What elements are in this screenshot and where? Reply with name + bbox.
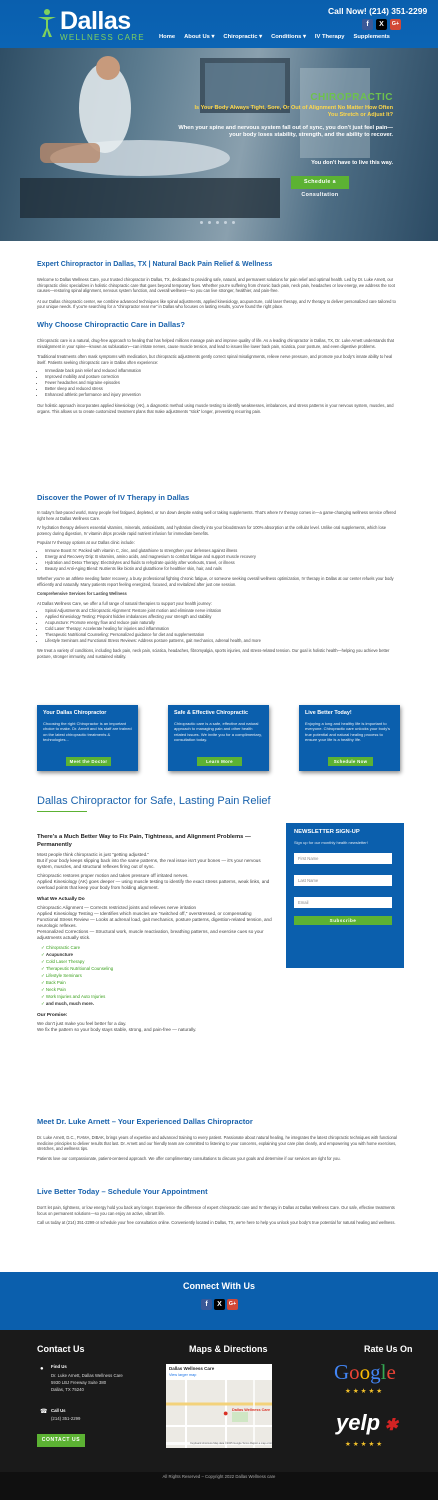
why-paragraph: Our holistic approach incorporates applied kinesiology (AK), a diagnostic method using muscle testing to identify weaknesses, imbalances, and stress patterns in your nervous system, muscles, and organs. This allows us to create customized treatment plans that make adjustments "stick" longer, preventing recurring pain.: [37, 403, 394, 414]
nav-chiropractic[interactable]: Chiropractic ▾: [223, 34, 263, 40]
pain-subheading: There's a Much Better Way to Fix Pain, Tightness, and Alignment Problems — Permanently: [37, 834, 251, 848]
benefits-list: [45, 368, 401, 398]
check-icon: ✓: [41, 980, 46, 985]
iv-paragraph: IV hydration therapy delivers essential vitamins, minerals, antioxidants, and hydration directly into your bloodstream for 100% absorption at the cellular level. Unlike oral supplements, which lose potency during digestion, IV vitamin drips provide rapid nutrient infusion for immediate benefits.: [37, 525, 387, 536]
slider-dot[interactable]: [208, 221, 211, 224]
feature-box-live-better: [299, 705, 400, 771]
view-larger-map-link[interactable]: View larger map: [169, 1373, 197, 1377]
intro-paragraph: At our Dallas chiropractic center, we combine advanced techniques like spinal adjustments, applied kinesiology, acupuncture, cold laser therapy, and IV therapy to deliver personalized care tailored to your unique needs. If you're searching for a "chiropractor near me" in Dallas who focuses on lasting results, you've found the right place.: [37, 298, 396, 310]
services-checklist: [41, 944, 277, 1007]
slider-dot[interactable]: [216, 221, 219, 224]
promise-text: We fix the pattern so your body stays stable, strong, and pain-free — naturally.: [37, 1027, 197, 1032]
checklist-item[interactable]: ✓ Chiropractic Care: [41, 945, 81, 950]
meet-paragraph: Dr. Luke Arnett, D.C., FIAMA, DIBAK, brings years of expertise and advanced training to every patient. Passionate about natural healing, he integrates the latest chiropractic techniques with functional medicine principles to deliver results that last. Dr. Arnett and our friendly team are committed to listening to your concerns, explaining your care plan clearly, and empowering you with home exercises, stretches, and wellness tips.: [37, 1135, 397, 1152]
facebook-icon[interactable]: f: [201, 1299, 212, 1310]
list-item: • Immediate back pain relief and reduced inflammation: [45, 368, 401, 374]
x-twitter-icon[interactable]: X: [214, 1299, 225, 1310]
newsletter-signup: [286, 823, 404, 968]
list-item: • Fewer headaches and migraine episodes: [45, 380, 401, 386]
list-item: • Applied Kinesiology Testing: Pinpoint hidden imbalances affecting your strength and stability: [45, 614, 401, 620]
list-item: • Hydration and Detox Therapy: Electrolytes and fluids to rehydrate quickly after workouts, travel, or illness: [45, 560, 401, 566]
nav-supplements[interactable]: Supplements: [353, 34, 390, 40]
map-credit: Keyboard shortcuts Map data ©2025 Google Terms Report a map error: [166, 1442, 272, 1445]
why-title: Why Choose Chiropractic Care in Dallas?: [37, 320, 185, 329]
hero-banner: [0, 48, 438, 241]
google-plus-icon[interactable]: G+: [390, 19, 401, 30]
check-icon: ✓: [41, 945, 46, 950]
promise-text: We don't just make you feel better for a day.: [37, 1021, 127, 1026]
nav-about-us[interactable]: About Us ▾: [184, 34, 215, 40]
check-icon: ✓: [41, 966, 46, 971]
hero-tag: CHIROPRACTIC: [310, 92, 393, 103]
checklist-item: ✓ and much, much more.: [41, 1001, 94, 1006]
address-line: 5930 LBJ Freeway Suite 380: [51, 1380, 107, 1385]
iv-paragraph: We treat a variety of conditions, including back pain, neck pain, sciatica, headaches, fibromyalgia, sports injuries, and stress-related tension. Our goal is holistic health—helping you achieve better posture, stronger immunity, and sustained vitality.: [37, 648, 390, 659]
list-item: • Better sleep and reduced stress: [45, 386, 401, 392]
phone-icon: ☎: [40, 1409, 48, 1415]
map-pin-label: Dallas Wellness Care: [232, 1408, 271, 1412]
google-plus-icon[interactable]: G+: [227, 1299, 238, 1310]
newsletter-title: NEWSLETTER SIGN-UP: [294, 829, 360, 835]
find-us-label: Find Us: [51, 1364, 67, 1369]
google-logo[interactable]: Google: [334, 1360, 396, 1384]
hero-note: You don't have to live this way.: [311, 160, 393, 166]
live-paragraph: Don't let pain, tightness, or low energy hold you back any longer. Experience the difference of expert chiropractic care and IV therapy in Dallas at Dallas Wellness Care. Our safe, effective treatments focus on permanent solutions—so you can enjoy an active, vibrant life.: [37, 1205, 395, 1216]
checklist-item[interactable]: ✓ Work Injuries and Auto Injuries: [41, 994, 106, 999]
learn-more-button[interactable]: Learn More: [197, 757, 242, 766]
list-item: • Spinal Adjustments and Chiropractic Alignment: Restore joint motion and eliminate nerve irritation: [45, 608, 401, 614]
contact-heading: Contact Us: [37, 1344, 85, 1354]
last-name-field[interactable]: Last Name: [294, 875, 392, 886]
list-item: • Acupuncture: Promote energy flow and reduce pain naturally: [45, 620, 401, 626]
intro-title: Expert Chiropractor in Dallas, TX | Natural Back Pain Relief & Wellness: [37, 261, 273, 268]
copyright-text: All Rights Reserved – Copyright 2022 Dallas Wellness care: [162, 1474, 276, 1479]
map-marker-icon[interactable]: ●: [223, 1408, 229, 1418]
nav-iv-therapy[interactable]: IV Therapy: [314, 34, 345, 40]
email-field[interactable]: Email: [294, 897, 392, 908]
list-item: • Immune Boost IV: Packed with vitamin C, zinc, and glutathione to strengthen your defenses against illness: [45, 548, 401, 554]
services-subheading: Comprehensive Services for Lasting Wellness: [37, 591, 127, 597]
what-item: Personalized Corrections — Structural work, muscle reactivation, breathing patterns, and exercise cues so your adjustments actually stick.: [37, 929, 264, 940]
connect-title: Connect With Us: [183, 1281, 255, 1291]
feature-box-chiropractor: [37, 705, 138, 771]
what-item: Functional Stress Review — Looks at adrenal load, gait mechanics, posture patterns, digestion-related tension, and neurologic reflexes.: [37, 917, 272, 928]
check-icon: ✓: [41, 1001, 46, 1006]
intro-paragraph: Welcome to Dallas Wellness Care, your trusted chiropractor in Dallas, TX, dedicated to providing safe, natural, and permanent solutions for pain relief and optimal health. Led by Dr. Luke Arnett, our chiropractic clinic specializes in holistic chiropractic care that goes beyond temporary fixes. Whether you're suffering from chronic back pain, neck pain, headaches or low energy, we address the root causes—restoring spinal alignment, nervous system function, and overall wellness—so you can live stronger, healthier, and pain-free.: [37, 277, 395, 294]
box-title: Your Dallas Chiropractor: [43, 710, 107, 716]
slider-dot[interactable]: [200, 221, 203, 224]
address-line: Dallas, TX 75240: [51, 1387, 84, 1392]
meet-doctor-section: [37, 1117, 401, 1161]
box-body: Chiropractic care is a safe, effective and natural approach to managing pain and other health related issues. We invite you for a complimentary, consultation today.: [174, 721, 262, 742]
rate-heading: Rate Us On: [364, 1344, 413, 1354]
site-footer: [0, 1330, 438, 1472]
checklist-item[interactable]: ✓ Lifestyle Seminars: [41, 973, 82, 978]
checklist-item[interactable]: ✓ Back Pain: [41, 980, 66, 985]
iv-paragraph: At Dallas Wellness Care, we offer a full range of natural therapies to support your health journey:: [37, 600, 212, 606]
list-item: • Improved mobility and posture correction: [45, 374, 401, 380]
slider-dots: [200, 221, 235, 224]
schedule-now-button[interactable]: Schedule Now: [328, 757, 373, 766]
slider-dot[interactable]: [232, 221, 235, 224]
iv-options-list: [45, 548, 401, 572]
call-now-phone[interactable]: Call Now! (214) 351-2299: [328, 6, 428, 16]
check-icon: ✓: [41, 994, 46, 999]
box-body: Enjoying a long and healthy life is important to everyone. Chiropractic care unlocks your body's true potential and natural healing process to ensure your life is a healthy life.: [305, 721, 391, 742]
check-icon: ✓: [41, 987, 46, 992]
copyright-bar: [0, 1472, 438, 1500]
address-line: Dr. Luke Arnett, Dallas Wellness Care: [51, 1373, 123, 1378]
pain-title: Dallas Chiropractor for Safe, Lasting Pain Relief: [37, 795, 271, 807]
check-icon: ✓: [41, 952, 46, 957]
hero-question: Is Your Body Always Tight, Sore, Or Out of Alignment No Matter How Often You Stretch or Adjust It?: [194, 105, 393, 118]
list-item: • Energy and Recovery Drip: B vitamins, amino acids, and magnesium to combat fatigue and support muscle recovery: [45, 554, 401, 560]
hero-photo: [0, 48, 438, 241]
schedule-section: [37, 1187, 401, 1226]
checklist-item[interactable]: ✓ Acupuncture: [41, 952, 73, 957]
x-twitter-icon[interactable]: X: [376, 19, 387, 30]
main-nav: [159, 34, 390, 40]
nav-home[interactable]: Home: [159, 34, 176, 40]
facebook-icon[interactable]: f: [362, 19, 373, 30]
map-pin-icon: ●: [40, 1366, 44, 1372]
map-info-card: [166, 1364, 272, 1380]
title-divider: [37, 811, 87, 812]
maps-heading: Maps & Directions: [189, 1344, 268, 1354]
iv-section: [37, 493, 401, 660]
newsletter-subtitle: Sign up for our monthly health newsletter!: [294, 840, 368, 845]
meet-paragraph: Patients love our compassionate, patient-centered approach. We offer complimentary consultations to discuss your goals and determine if our services are right for you.: [37, 1155, 341, 1161]
first-name-field[interactable]: First Name: [294, 853, 392, 864]
schedule-consultation-button[interactable]: Schedule a Consultation: [291, 176, 349, 189]
map-place-name: Dallas Wellness Care: [169, 1366, 215, 1371]
pain-relief-section: [37, 795, 277, 1033]
embedded-map[interactable]: [166, 1364, 272, 1448]
what-we-do-heading: What We Actually Do: [37, 897, 85, 902]
list-item: • Lifestyle Seminars and Functional Stress Reviews: Address posture patterns, gait mechanics, adrenal health, and more: [45, 638, 401, 644]
intro-section: [37, 261, 401, 310]
list-item: • Cold Laser Therapy: Accelerate healing for injuries and inflammation: [45, 626, 401, 632]
live-title: Live Better Today – Schedule Your Appointment: [37, 1187, 208, 1196]
box-body: Choosing the right Chiropractor is an important choice to make. Dr. Arnett and his staff are trained on the latest chiropractic treatments & technologies...: [43, 721, 132, 742]
why-paragraph: Chiropractic care is a natural, drug-free approach to healing that has helped millions manage pain and improve quality of life. As a leading chiropractor in Dallas, TX, Dr. Luke Arnett understands that misalignment in your spine—known as subluxation—can irritate nerves, cause muscle tension, and lead to issues like lower back pain, sciatica, poor posture, and even digestive problems.: [37, 338, 394, 349]
subscribe-button[interactable]: Subscribe: [294, 916, 392, 925]
meet-the-doctor-button[interactable]: Meet the Doctor: [66, 757, 111, 766]
logo-subtitle: WELLNESS CARE: [60, 33, 145, 42]
hero-text: When your spine and nervous system fall out of sync, you don't just feel pain—your body loses stability, strength, and the ability to recover.: [178, 125, 393, 138]
check-icon: ✓: [41, 973, 46, 978]
google-stars: ★★★★★: [345, 1388, 385, 1395]
iv-paragraph: In today's fast-paced world, many people feel fatigued, depleted, or run down despite eating well or taking supplements. That's where IV therapy comes in—a game-changing wellness service offered right here at Dallas Wellness Care.: [37, 510, 396, 521]
meet-title: Meet Dr. Luke Arnett – Your Experienced Dallas Chiropractor: [37, 1117, 253, 1126]
footer-phone[interactable]: (214) 351-2299: [51, 1416, 81, 1421]
check-icon: ✓: [41, 959, 46, 964]
live-paragraph: Call us today at (214) 351-2299 or schedule your free consultation online. Conveniently located in Dallas, TX, we're here to help you unlock your body's true potential for natural healing and wellness.: [37, 1220, 396, 1226]
why-section: [37, 320, 401, 415]
contact-us-button[interactable]: CONTACT US: [37, 1434, 85, 1447]
checklist-item[interactable]: ✓ Cold Laser Therapy: [41, 959, 85, 964]
pain-paragraph: Chiropractic restores proper motion and takes pressure off irritated nerves.: [37, 873, 189, 878]
promise-heading: Our Promise:: [37, 1013, 68, 1018]
logo-figure-icon: [37, 8, 57, 38]
iv-title: Discover the Power of IV Therapy in Dallas: [37, 493, 190, 502]
checklist-item[interactable]: ✓ Neck Pain: [41, 987, 66, 992]
pain-paragraph: Applied Kinesiology (AK) goes deeper — using muscle testing to identify the exact stress patterns, weak links, and overload points that keep your body from holding alignment.: [37, 879, 270, 890]
pain-paragraph: Most people think chiropractic is just "getting adjusted.": [37, 852, 150, 857]
list-item: • Beauty and Anti-Aging Blend: Nutrients like biotin and glutathione for healthier skin, hair, and nails: [45, 566, 401, 572]
list-item: • Therapeutic Nutritional Counseling: Personalized guidance for diet and supplementation: [45, 632, 401, 638]
yelp-logo[interactable]: yelp ✱: [336, 1410, 398, 1435]
logo-title[interactable]: Dallas: [60, 7, 131, 35]
list-item: • Enhanced athletic performance and injury prevention: [45, 392, 401, 398]
checklist-item[interactable]: ✓ Therapeutic Nutritional Counseling: [41, 966, 114, 971]
slider-dot[interactable]: [224, 221, 227, 224]
site-header: [0, 0, 438, 48]
box-title: Live Better Today!: [305, 710, 352, 716]
yelp-stars: ★★★★★: [345, 1441, 385, 1448]
why-paragraph: Traditional treatments often mask symptoms with medication, but chiropractic adjustments gently correct spinal misalignments, relieve nerve pressure, and promote your body's innate ability to heal itself. Patients seeking chiropractic care in Dallas often experience:: [37, 354, 393, 365]
services-list: [45, 608, 401, 644]
pain-paragraph: But if your body keeps slipping back into the same patterns, the real issue isn't your bones — it's your nervous system, muscles, and structural reflexes firing out of sync.: [37, 858, 261, 869]
iv-paragraph: Popular IV therapy options at our Dallas clinic include:: [37, 540, 135, 546]
nav-conditions[interactable]: Conditions ▾: [271, 34, 306, 40]
call-us-label: Call Us: [51, 1408, 66, 1413]
what-item: Chiropractic Alignment — Corrects restricted joints and relieves nerve irritation: [37, 905, 197, 910]
feature-box-safe: [168, 705, 269, 771]
iv-paragraph: Whether you're an athlete needing faster recovery, a busy professional fighting chronic fatigue, or someone seeking overall wellness optimization, IV therapy in Dallas at our center refuels your body efficiently and naturally. Many patients report feeling energized, focused, and revitalized after just one session.: [37, 575, 394, 587]
what-item: Applied Kinesiology Testing — Identifies which muscles are "switched off," overstressed, or compensating: [37, 911, 252, 916]
box-title: Safe & Effective Chiropractic: [174, 710, 248, 716]
connect-band: [0, 1272, 438, 1330]
